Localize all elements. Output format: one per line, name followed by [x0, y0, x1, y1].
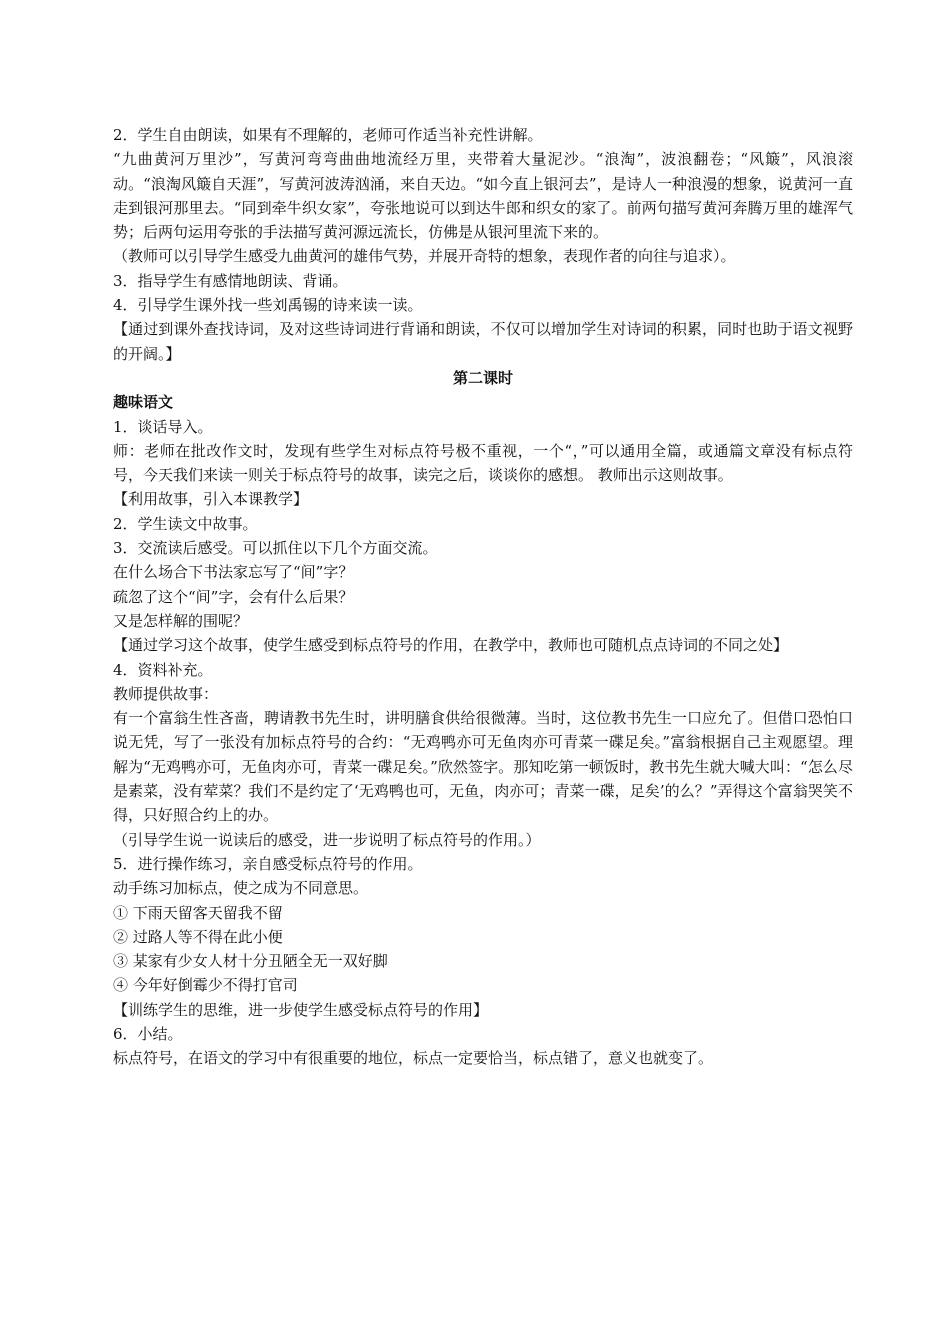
- paragraph-step-2: 2．学生自由朗读，如果有不理解的，老师可作适当补充性讲解。: [113, 126, 543, 144]
- exercise-item-1: ① 下雨天留客天留我不留: [113, 903, 283, 922]
- exercise-item-4: ④ 今年好倒霉少不得打官司: [113, 976, 298, 995]
- paragraph-learning-note: 【通过学习这个故事，使学生感受到标点符号的作用，在教学中，教师也可随机点点诗词的不同之处】: [113, 636, 789, 655]
- exercise-item-2: ② 过路人等不得在此小便: [113, 927, 283, 946]
- paragraph-rich-man-story: 有一个富翁生性吝啬，聘请教书先生时，讲明膳食供给很微薄。当时，这位教书先生一口应允了。但借口恐怕口说无凭，写了一张没有加标点符号的合约：“无鸡鸭亦可无鱼肉亦可青菜一碟足矣。”富翁根据自己主观愿望。理解为“无鸡鸭亦可，无鱼肉亦可，青菜一碟足矣。”欣然签字。那知吃第一顿饭时，教书先生就大喊大叫：“怎么尽是素菜，没有荤菜？我们不是约定了‘无鸡鸭也可，无鱼，肉亦可；青菜一碟，足矣’的么？”弄得这个富翁哭笑不得，只好照合约上的办。: [113, 709, 853, 825]
- paragraph-intro-step: 1．谈话导入。: [113, 417, 213, 436]
- paragraph-discuss: 3．交流读后感受。可以抓住以下几个方面交流。: [113, 539, 438, 558]
- paragraph-summary-step: 6．小结。: [113, 1024, 183, 1043]
- paragraph-training-note: 【训练学生的思维，进一步使学生感受标点符号的作用】: [113, 1000, 489, 1019]
- paragraph-step-3: 3．指导学生有感情地朗读、背诵。: [113, 271, 348, 290]
- paragraph-teacher-story: 教师提供故事：: [113, 684, 219, 703]
- paragraph-story-note: 【利用故事，引入本课教学】: [113, 490, 309, 509]
- paragraph-read-story: 2．学生读文中故事。: [113, 514, 258, 533]
- document-page: [113, 123, 853, 1071]
- paragraph-practice-instruction: 动手练习加标点，使之成为不同意思。: [113, 879, 369, 898]
- paragraph-summary: 标点符号，在语文的学习中有很重要的地位，标点一定要恰当，标点错了，意义也就变了。: [113, 1049, 714, 1068]
- paragraph-teacher-note: （教师可以引导学生感受九曲黄河的雄伟气势，并展开奇特的想象，表现作者的向往与追求）。: [113, 247, 736, 266]
- paragraph-teacher-talk: 师：老师在批改作文时，发现有些学生对标点符号极不重视，一个“，”可以通用全篇，或通篇文章没有标点符号，今天我们来读一则关于标点符号的故事，读完之后，谈谈你的感想。 教师出示这则故事。: [113, 441, 853, 485]
- question-2: 疏忽了这个“间”字，会有什么后果？: [113, 587, 354, 606]
- paragraph-poem-explanation: “九曲黄河万里沙”，写黄河弯弯曲曲地流经万里，夹带着大量泥沙。“浪淘”，波浪翻卷；“风簸”，风浪滚动。“浪淘风簸自天涯”，写黄河波涛汹涌，来自天边。“如今直上银河去”，是诗人一种浪漫的想象，说黄河一直走到银河那里去。“同到牵牛织女家”，夸张地说可以到达牛郎和织女的家了。前两句描写黄河奔腾万里的雄浑气势；后两句运用夸张的手法描写黄河源远流长，仿佛是从银河里流下来的。: [113, 150, 853, 242]
- exercise-item-3: ③ 某家有少女人材十分丑陋全无一双好脚: [113, 952, 388, 971]
- section-heading: 趣味语文: [113, 393, 174, 412]
- question-3: 又是怎样解的围呢？: [113, 611, 249, 630]
- paragraph-practice: 5．进行操作练习，亲自感受标点符号的作用。: [113, 854, 423, 873]
- paragraph-purpose-note: 【通过到课外查找诗词，及对这些诗词进行背诵和朗读，不仅可以增加学生对诗词的积累，同时也助于语文视野的开阔。】: [113, 320, 853, 363]
- question-1: 在什么场合下书法家忘写了“间”字？: [113, 563, 354, 582]
- paragraph-step-4: 4．引导学生课外找一些刘禹锡的诗来读一读。: [113, 296, 423, 315]
- paragraph-supplement: 4．资料补充。: [113, 660, 213, 679]
- section-title: 第二课时: [452, 368, 513, 387]
- paragraph-guide-note: （引导学生说一说读后的感受，进一步说明了标点符号的作用。）: [113, 830, 541, 849]
